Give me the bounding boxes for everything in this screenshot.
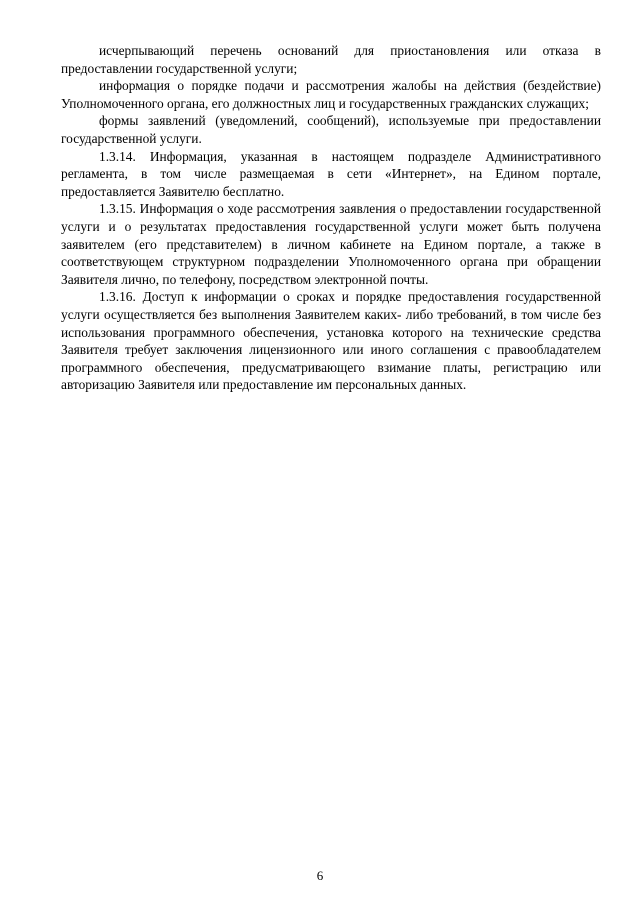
paragraph-complaint-procedure: информация о порядке подачи и рассмотрения жалобы на действия (бездействие) Уполномоченного органа, его должностных лиц и государственных гражданских служащих; — [61, 78, 601, 111]
paragraph-grounds-for-refusal: исчерпывающий перечень оснований для приостановления или отказа в предоставлении государственной услуги; — [61, 43, 601, 76]
page-number: 6 — [316, 868, 324, 883]
paragraph-1-3-16: 1.3.16. Доступ к информации о сроках и порядке предоставления государственной услуги осуществляется без выполнения Заявителем каких- либо требований, в том числе без использования программного обеспечения, установка которого на технические средства Заявителя требует заключения лицензионного или иного соглашения с правообладателем программного обеспечения, предусматривающего взимание платы, регистрацию или авторизацию Заявителя или предоставление им персональных данных. — [61, 289, 601, 393]
document-body — [61, 42, 601, 394]
paragraph-application-forms: формы заявлений (уведомлений, сообщений), используемые при предоставлении государственной услуги. — [61, 113, 601, 146]
paragraph-1-3-14: 1.3.14. Информация, указанная в настоящем подразделе Административного регламента, в том числе размещаемая в сети «Интернет», на Едином портале, предоставляется Заявителю бесплатно. — [61, 148, 601, 199]
paragraph-1-3-15: 1.3.15. Информация о ходе рассмотрения заявления о предоставлении государственной услуги и о результатах предоставления государственной услуги может быть получена заявителем (его представителем) в личном кабинете на Едином портале, а также в соответствующем структурном подразделении Уполномоченного органа при обращении Заявителя лично, по телефону, посредством электронной почты. — [61, 201, 601, 287]
